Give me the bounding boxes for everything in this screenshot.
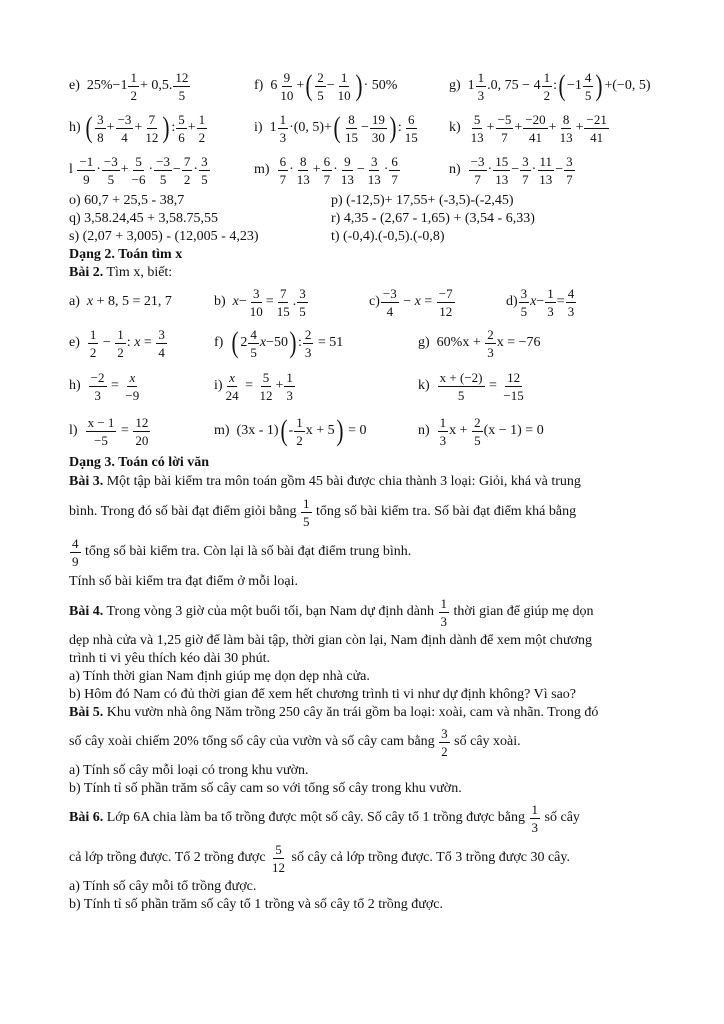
- exercise-l: l $\frac{-1}{9}$ · $\frac{-3}{5}$ + $\frac{5}{-6}$ · $\frac{-3}{5}$ − $\frac{7}{2}$ · $\frac{3}{5}$: [69, 153, 208, 187]
- exercise-s: s) (2,07 + 3,005) - (12,005 - 4,23): [69, 229, 259, 244]
- section-title-dang3: Dạng 3. Toán có lời văn: [69, 455, 210, 470]
- bai5-b: b) Tính tỉ số phần trăm số cây cam so với tổng số cây trong khu vườn.: [69, 781, 462, 796]
- exercise-o: o) 60,7 + 25,5 - 38,7: [69, 193, 185, 208]
- bai3: Bài 3. Một tập bài kiểm tra môn toán gồm 45 bài được chia thành 3 loại: Giỏi, khá và trung bình. Trong đó số bài đạt điểm giỏi bằng $\frac{1}{5}$ tổng số bài kiểm tra. Số bài đạt điểm khá bằng $\frac{4}{9}$ tổng số bài kiểm tra. Còn lại là số bài đạt điểm trung bình. Tính số bài kiểm tra đạt điểm ở mỗi loại.: [69, 472, 659, 592]
- findx-d: d) $\frac{3}{5}$ x − $\frac{1}{3}$ = $\frac{4}{3}$: [506, 285, 575, 319]
- exercise-row-efg: [69, 66, 659, 106]
- bai6-text2b: số cây cả lớp trồng được. Tổ 3 trồng được 30 cây.: [288, 850, 570, 865]
- bai5-text2a: số cây xoài chiếm 20% tổng số cây của vườn và số cây cam bằng: [69, 734, 439, 749]
- bai2-text: Tìm x, biết:: [103, 265, 173, 280]
- findx-row-3: [69, 364, 659, 408]
- bai4-text3: trình ti vi yêu thích kéo dài 30 phút.: [69, 651, 271, 666]
- findx-a: a) x + 8, 5 = 21, 7: [69, 294, 172, 309]
- bai5-label: Bài 5.: [69, 705, 104, 720]
- findx-row-1: [69, 282, 659, 322]
- exercise-row-lmn: [69, 150, 659, 190]
- bai3-label: Bài 3.: [69, 474, 104, 489]
- findx-f: f) ( 2 $\frac{4}{5}$ x −50 ) : $\frac{2}{3}$ = 51: [214, 326, 344, 360]
- bai4: Bài 4. Trong vòng 3 giờ của một buổi tối, bạn Nam dự định dành $\frac{1}{3}$ thời gian để giúp mẹ dọn dẹp nhà cửa và 1,25 giờ để làm bài tập, thời gian còn lại, Nam định dành để xem một chương trình ti vi yêu thích kéo dài 30 phút. a) Tính thời gian Nam định giúp mẹ dọn dẹp nhà cửa. b) Hôm đó Nam có đủ thời gian để xem hết chương trình ti vi như dự định không? Vì sao?: [69, 592, 659, 704]
- bai6-a: a) Tính số cây mỗi tổ trồng được.: [69, 879, 257, 894]
- bai4-text1b: thời gian để giúp mẹ dọn: [450, 604, 594, 619]
- findx-row-2: [69, 322, 659, 364]
- findx-i: i) $\frac{x}{24}$ = $\frac{5}{12}$ + $\frac{1}{3}$: [214, 369, 293, 403]
- bai4-b: b) Hôm đó Nam có đủ thời gian để xem hết chương trình ti vi như dự định không? Vì sao?: [69, 687, 577, 702]
- findx-h: h) $\frac{-2}{3}$ = $\frac{x}{-9}$: [69, 369, 140, 403]
- bai5-text2b: số cây xoài.: [450, 734, 521, 749]
- bai3-text3: tổng số bài kiểm tra. Còn lại là số bài đạt điểm trung bình.: [81, 544, 412, 559]
- findx-e: e) $\frac{1}{2}$ − $\frac{1}{2}$ : x = $\frac{3}{4}$: [69, 326, 165, 360]
- exercise-g: g) 1 $\frac{1}{3}$ .0, 75 − 4 $\frac{1}{2}$ : ( −1 $\frac{4}{5}$ ) +(−0, 5): [449, 69, 651, 103]
- bai3-text4: Tính số bài kiểm tra đạt điểm ở mỗi loại.: [69, 574, 299, 589]
- findx-n: n) $\frac{1}{3}$ x + $\frac{2}{5}$ (x − 1) = 0: [418, 414, 544, 448]
- exercise-i: i) 1 $\frac{1}{3}$ ·(0, 5)+ ( $\frac{8}{15}$ − $\frac{19}{30}$ ) : $\frac{6}{15}$: [254, 111, 418, 145]
- exercise-m: m) $\frac{6}{7}$ · $\frac{8}{13}$ + $\frac{6}{7}$ · $\frac{9}{13}$ − $\frac{3}{13}$ · $\frac{6}{7}$: [254, 153, 398, 187]
- exercise-k: k) $\frac{5}{13}$ + $\frac{-5}{7}$ + $\frac{-20}{41}$ + $\frac{8}{13}$ + $\frac{-21}{41}$: [449, 111, 607, 145]
- exercise-p: p) (-12,5)+ 17,55+ (-3,5)-(-2,45): [331, 193, 514, 208]
- bai5-a: a) Tính số cây mỗi loại có trong khu vườn.: [69, 763, 309, 778]
- bai4-text2: dẹp nhà cửa và 1,25 giờ để làm bài tập, thời gian còn lại, Nam định dành để xem một chương: [69, 633, 592, 648]
- bai3-text2b: tổng số bài kiểm tra. Số bài đạt điểm khá bằng: [312, 504, 577, 519]
- bai6-b: b) Tính tỉ số phần trăm số cây tổ 1 trồng và số cây tổ 2 trồng được.: [69, 897, 444, 912]
- worksheet-page: [69, 66, 659, 914]
- bai6: Bài 6. Lớp 6A chia làm ba tổ trồng được một số cây. Số cây tổ 1 trồng được bằng $\frac{1}{3}$ số cây cả lớp trồng được. Tổ 2 trồng được $\frac{5}{12}$ số cây cả lớp trồng được. Tổ 3 trồng được 30 cây. a) Tính số cây mỗi tổ trồng được. b) Tính tỉ số phần trăm số cây tổ 1 trồng và số cây tổ 2 trồng được.: [69, 798, 659, 914]
- bai4-a: a) Tính thời gian Nam định giúp mẹ dọn dẹp nhà cửa.: [69, 669, 370, 684]
- bai4-text1a: Trong vòng 3 giờ của một buổi tối, bạn Nam dự định dành: [103, 604, 438, 619]
- bai3-text1: Một tập bài kiểm tra môn toán gồm 45 bài được chia thành 3 loại: Giỏi, khá và trung: [103, 474, 581, 489]
- section-title-dang2: Dạng 2. Toán tìm x: [69, 247, 183, 262]
- exercise-lines-o-t: [69, 192, 659, 246]
- findx-c: c) $\frac{-3}{4}$ − x = $\frac{-7}{12}$: [369, 285, 453, 319]
- bai5: Bài 5. Khu vườn nhà ông Năm trồng 250 cây ăn trái gồm ba loại: xoài, cam và nhãn. Trong đó số cây xoài chiếm 20% tổng số cây của vườn và số cây cam bằng $\frac{3}{2}$ số cây xoài. a) Tính số cây mỗi loại có trong khu vườn. b) Tính tỉ số phần trăm số cây cam so với tổng số cây trong khu vườn.: [69, 704, 659, 798]
- bai6-label: Bài 6.: [69, 810, 104, 825]
- bai3-text2a: bình. Trong đó số bài đạt điểm giỏi bằng: [69, 504, 300, 519]
- findx-row-4: [69, 408, 659, 454]
- exercise-q: q) 3,58.24,45 + 3,58.75,55: [69, 211, 219, 226]
- exercise-t: t) (-0,4).(-0,5).(-0,8): [331, 229, 445, 244]
- findx-k: k) $\frac{x + (-2)}{5}$ = $\frac{12}{-15}$: [418, 369, 524, 403]
- bai6-text1b: số cây: [541, 810, 580, 825]
- findx-g: g) 60%x + $\frac{2}{3}$ x = −76: [418, 326, 541, 360]
- findx-m: m) (3x - 1) ( - $\frac{1}{2}$ x + 5 ) = 0: [214, 414, 367, 448]
- bai2-label: Bài 2.: [69, 265, 104, 280]
- exercise-row-hik: [69, 106, 659, 150]
- bai6-text2a: cả lớp trồng được. Tổ 2 trồng được: [69, 850, 270, 865]
- bai5-text1: Khu vườn nhà ông Năm trồng 250 cây ăn trái gồm ba loại: xoài, cam và nhãn. Trong đó: [103, 705, 599, 720]
- bai6-text1a: Lớp 6A chia làm ba tổ trồng được một số cây. Số cây tổ 1 trồng được bằng: [103, 810, 529, 825]
- exercise-e: e) 25%− 1 $\frac{1}{2}$ + 0,5. $\frac{12}{5}$: [69, 69, 189, 103]
- exercise-f: f) 6 $\frac{9}{10}$ + ( $\frac{2}{5}$ − $\frac{1}{10}$ ) · 50%: [254, 69, 398, 103]
- exercise-h: h) ( $\frac{3}{8}$ + $\frac{-3}{4}$ + $\frac{7}{12}$ ) : $\frac{5}{6}$ + $\frac{1}{2}$: [69, 111, 206, 145]
- bai4-label: Bài 4.: [69, 604, 104, 619]
- exercise-r: r) 4,35 - (2,67 - 1,65) + (3,54 - 6,33): [331, 211, 535, 226]
- findx-b: b) x − $\frac{3}{10}$ = $\frac{7}{15}$ . $\frac{3}{5}$: [214, 285, 306, 319]
- exercise-n: n) $\frac{-3}{7}$ · $\frac{15}{13}$ − $\frac{3}{7}$ · $\frac{11}{13}$ − $\frac{3}{7}$: [449, 153, 573, 187]
- findx-l: l) $\frac{x - 1}{-5}$ = $\frac{12}{20}$: [69, 414, 149, 448]
